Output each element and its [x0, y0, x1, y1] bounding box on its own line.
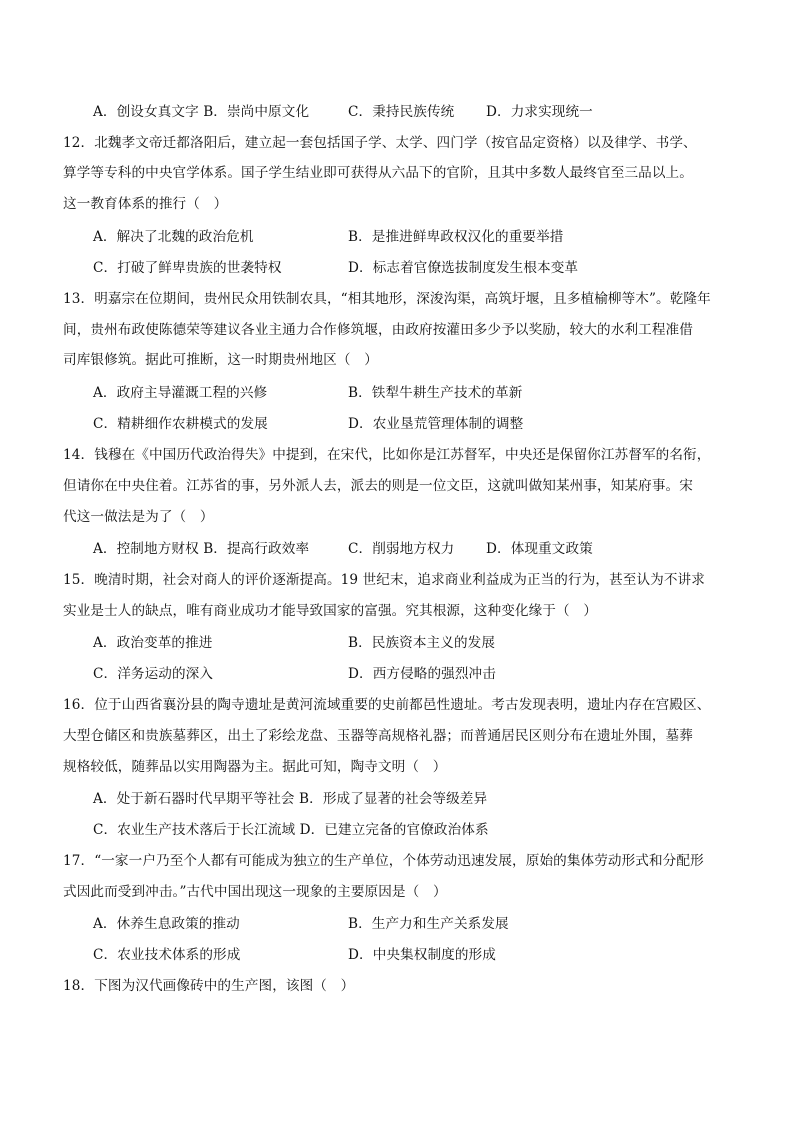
- q13-option-b: B．铁犁牛耕生产技术的革新: [348, 385, 523, 401]
- q12-option-c: C．打破了鲜卑贵族的世袭特权: [93, 260, 282, 276]
- q14-stem-line2: 但请你在中央住着。江苏省的事，另外派人去，派去的则是一位文臣，这就叫做知某州事，知某府事。宋: [63, 478, 693, 494]
- q16-stem-line3: 规格较低，随葬品以实用陶器为主。据此可知，陶寺文明（ ）: [63, 759, 447, 775]
- q15-stem-line1: 15．晚清时期，社会对商人的评价逐渐提高。19 世纪末，追求商业利益成为正当的行为，甚至认为不讲求: [63, 572, 705, 588]
- q14-stem-line1: 14．钱穆在《中国历代政治得失》中提到，在宋代，比如你是江苏督军，中央还是保留你江苏督军的名衔，: [63, 447, 711, 463]
- q17-option-c: C．农业技术体系的形成: [93, 947, 241, 963]
- q15-option-a: A．政治变革的推进: [93, 635, 213, 651]
- q11-option-d: D．力求实现统一: [486, 104, 593, 120]
- q14-option-d: D．体现重文政策: [486, 541, 593, 557]
- q13-option-d: D．农业垦荒管理体制的调整: [348, 416, 524, 432]
- q14-stem-line3: 代这一做法是为了（ ）: [63, 509, 214, 525]
- q13-option-a: A．政府主导灌溉工程的兴修: [93, 385, 268, 401]
- q16-stem-line2: 大型仓储区和贵族墓葬区，出土了彩绘龙盘、玉器等高规格礼器；而普通居民区则分布在遗址外围，墓葬: [63, 728, 693, 744]
- q15-option-c: C．洋务运动的深入: [93, 666, 214, 682]
- q13-stem-line2: 间，贵州布政使陈德荣等建议各业主通力合作修筑堰，由政府按灌田多少予以奖励，较大的水利工程准借: [63, 322, 693, 338]
- q12-option-d: D．标志着官僚选拔制度发生根本变革: [348, 260, 579, 276]
- q11-option-c: C．秉持民族传统: [348, 104, 455, 120]
- q13-stem-line1: 13．明嘉宗在位期间，贵州民众用铁制农具，“相其地形，深浚沟渠，高筑圩堰，且多植榆柳等木”。乾隆年: [63, 291, 711, 307]
- q13-option-c: C．精耕细作农耕模式的发展: [93, 416, 268, 432]
- q15-option-d: D．西方侵略的强烈冲击: [348, 666, 496, 682]
- q16-stem-line1: 16．位于山西省襄汾县的陶寺遗址是黄河流域重要的史前都邑性遗址。考古发现表明，遗址内存在宫殿区、: [63, 697, 711, 713]
- q12-stem-line1: 12．北魏孝文帝迁都洛阳后，建立起一套包括国子学、太学、四门学（按官品定资格）以及律学、书学、: [63, 135, 697, 151]
- q12-option-a: A．解决了北魏的政治危机: [93, 229, 254, 245]
- q17-option-b: B．生产力和生产关系发展: [348, 916, 509, 932]
- q14-options-ab: A．控制地方财权 B．提高行政效率: [93, 541, 310, 557]
- q13-stem-line3: 司库银修筑。据此可推断，这一时期贵州地区（ ）: [63, 352, 378, 368]
- q15-stem-line2: 实业是士人的缺点，唯有商业成功才能导致国家的富强。究其根源，这种变化缘于（ ）: [63, 603, 598, 619]
- q12-stem-line3: 这一教育体系的推行（ ）: [63, 196, 228, 212]
- q18-stem-line1: 18．下图为汉代画像砖中的生产图，该图（ ）: [63, 978, 355, 994]
- q11-options-ab: A．创设女真文字 B．崇尚中原文化: [93, 104, 310, 120]
- q17-option-a: A．休养生息政策的推动: [93, 916, 240, 932]
- q16-options-ab: A．处于新石器时代早期平等社会 B．形成了显著的社会等级差异: [93, 791, 488, 807]
- q17-stem-line2: 式因此而受到冲击。”古代中国出现这一现象的主要原因是（ ）: [63, 884, 447, 900]
- q12-option-b: B．是推进鲜卑政权汉化的重要举措: [348, 229, 564, 245]
- q16-options-cd: C．农业生产技术落后于长江流域 D．已建立完备的官僚政治体系: [93, 822, 489, 838]
- q17-stem-line1: 17．“一家一户乃至个人都有可能成为独立的生产单位，个体劳动迅速发展，原始的集体劳动形式和分配形: [63, 853, 704, 869]
- q17-option-d: D．中央集权制度的形成: [348, 947, 496, 963]
- q14-option-c: C．削弱地方权力: [348, 541, 455, 557]
- q12-stem-line2: 算学等专科的中央官学体系。国子学生结业即可获得从六品下的官阶，且其中多数人最终官至三品以上。: [63, 165, 693, 181]
- q15-option-b: B．民族资本主义的发展: [348, 635, 496, 651]
